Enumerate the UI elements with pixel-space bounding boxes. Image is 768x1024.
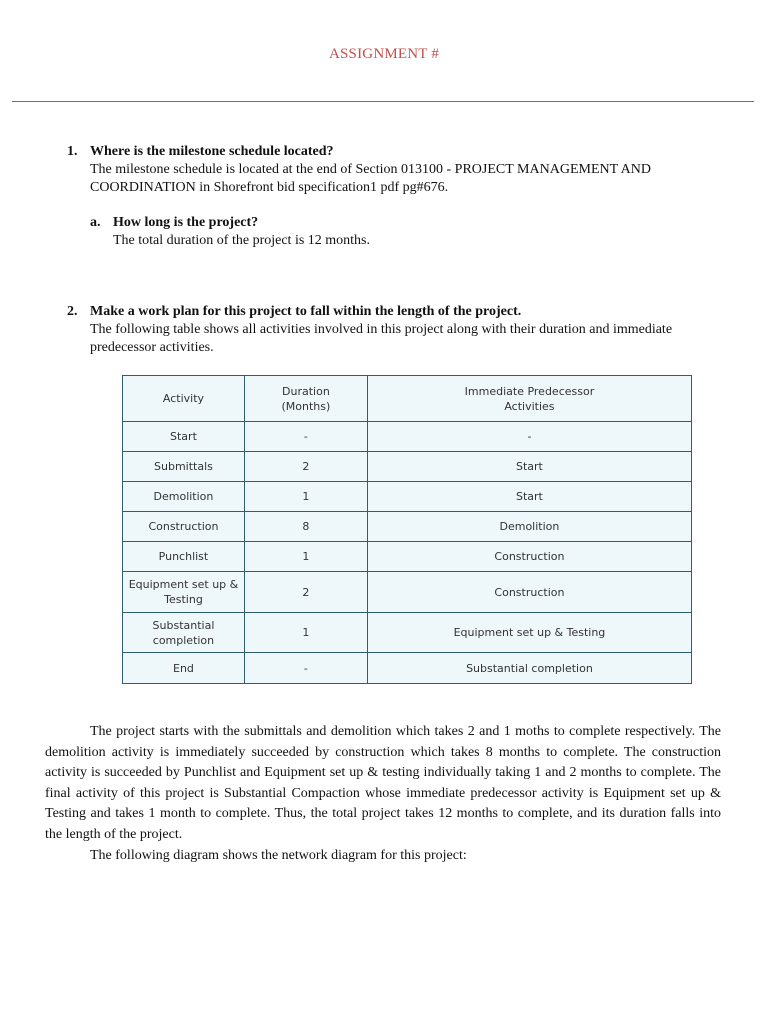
- cell-activity: Submittals: [123, 452, 245, 482]
- explanation-paragraph: The project starts with the submittals and demolition which takes 2 and 1 moths to complete respectively. The demolition activity is immediately succeeded by construction which takes 8 months to complete. The construction activity is succeeded by Punchlist and Equipment set up & testing individually taking 1 and 2 months to complete. The final activity of this project is Substantial Compaction whose immediate predecessor activity is Equipment set up & Testing and takes 1 month to complete. Thus, the total project takes 12 months to complete, and its duration falls into the length of the project.: [45, 724, 721, 842]
- header-activity: Activity: [123, 376, 245, 422]
- diagram-intro: The following diagram shows the network diagram for this project:: [90, 848, 467, 863]
- cell-predecessor: -: [367, 422, 691, 452]
- table-row: [123, 542, 692, 572]
- activity-table: [122, 375, 692, 684]
- table-row: [123, 422, 692, 452]
- cell-duration: 1: [244, 613, 367, 653]
- question-2: [67, 303, 727, 357]
- question-2-heading: Make a work plan for this project to fall within the length of the project.: [90, 304, 522, 319]
- header-rule: [12, 101, 754, 102]
- cell-duration: 2: [244, 452, 367, 482]
- cell-duration: 1: [244, 542, 367, 572]
- cell-predecessor: Construction: [367, 542, 691, 572]
- table-row: [123, 512, 692, 542]
- table-row: [123, 452, 692, 482]
- table-row: [123, 482, 692, 512]
- cell-duration: 8: [244, 512, 367, 542]
- question-1: [67, 143, 727, 197]
- cell-predecessor: Start: [367, 452, 691, 482]
- table-row: [123, 653, 692, 684]
- question-1a-heading: How long is the project?: [113, 215, 259, 230]
- question-1-number: 1.: [67, 144, 78, 159]
- cell-activity: End: [123, 653, 245, 684]
- table-row: [123, 572, 692, 613]
- cell-duration: -: [244, 422, 367, 452]
- question-2-answer: The following table shows all activities involved in this project along with their duration and immediate predecessor activities.: [90, 322, 673, 355]
- cell-activity: Substantial completion: [123, 613, 245, 653]
- table-header-row: [123, 376, 692, 422]
- cell-activity: Equipment set up & Testing: [123, 572, 245, 613]
- cell-predecessor: Equipment set up & Testing: [367, 613, 691, 653]
- question-1a-label: a.: [90, 215, 101, 230]
- question-1-heading: Where is the milestone schedule located?: [90, 144, 334, 159]
- question-1-answer: The milestone schedule is located at the end of Section 013100 - PROJECT MANAGEMENT AND COORDINATION in Shorefront bid specification1 pdf pg#676.: [90, 162, 651, 195]
- table-row: [123, 613, 692, 653]
- cell-predecessor: Demolition: [367, 512, 691, 542]
- cell-predecessor: Substantial completion: [367, 653, 691, 684]
- question-1a-answer: The total duration of the project is 12 months.: [113, 233, 371, 248]
- cell-duration: 2: [244, 572, 367, 613]
- cell-activity: Demolition: [123, 482, 245, 512]
- cell-activity: Punchlist: [123, 542, 245, 572]
- cell-activity: Start: [123, 422, 245, 452]
- cell-predecessor: Start: [367, 482, 691, 512]
- cell-predecessor: Construction: [367, 572, 691, 613]
- header-predecessor: Immediate Predecessor Activities: [367, 376, 691, 422]
- cell-duration: -: [244, 653, 367, 684]
- cell-duration: 1: [244, 482, 367, 512]
- question-2-number: 2.: [67, 304, 78, 319]
- header-duration: Duration (Months): [244, 376, 367, 422]
- question-1a: [90, 214, 710, 250]
- page-title: ASSIGNMENT #: [328, 46, 440, 62]
- cell-activity: Construction: [123, 512, 245, 542]
